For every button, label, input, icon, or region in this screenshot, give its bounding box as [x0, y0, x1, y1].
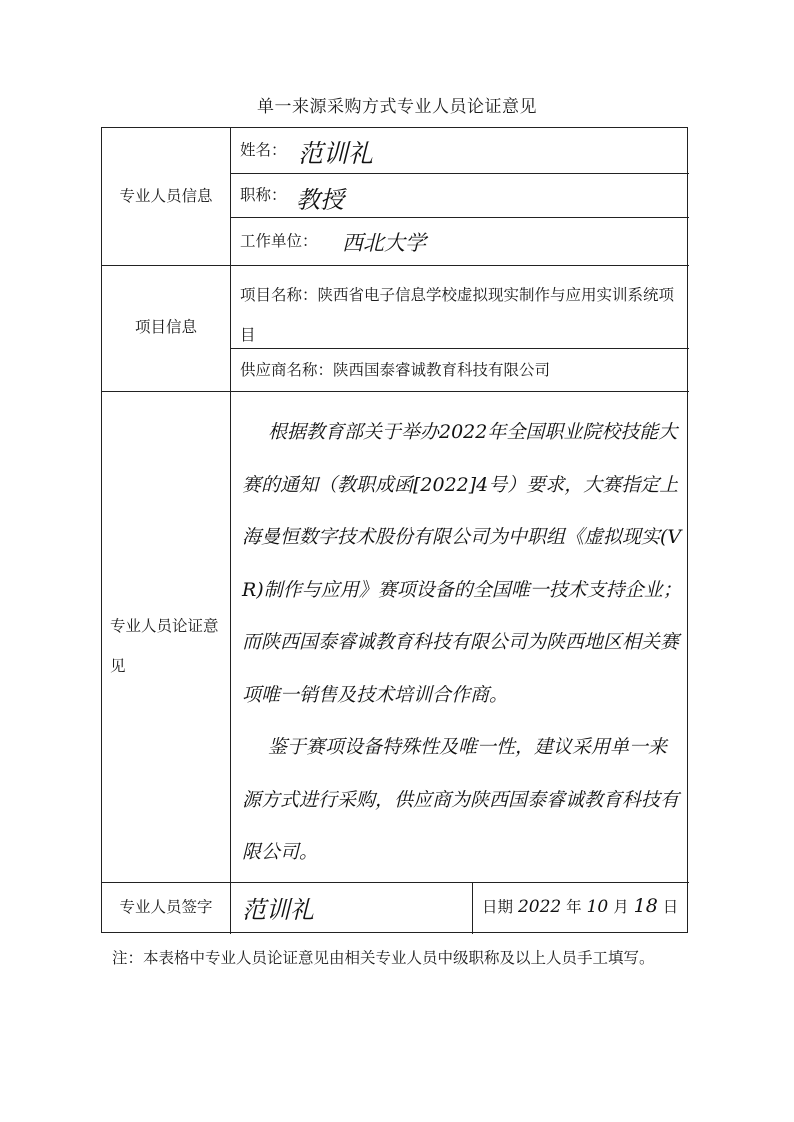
date-label: 日期 — [482, 898, 514, 916]
opinion-label: 专业人员论证意见 — [110, 617, 219, 675]
supplier-label: 供应商名称： — [240, 361, 334, 379]
project-name — [240, 275, 680, 355]
divider — [102, 265, 689, 266]
project-name-label: 项目名称： — [240, 286, 318, 304]
document-title: 单一来源采购方式专业人员论证意见 — [257, 97, 537, 117]
title-handwritten: 教授 — [296, 186, 344, 214]
expert-info-label: 专业人员信息 — [119, 187, 213, 205]
opinion-handwritten — [242, 406, 682, 879]
date-year-unit: 年 — [566, 898, 582, 916]
signature-handwritten: 范训礼 — [242, 896, 314, 924]
name-handwritten: 范训礼 — [298, 139, 374, 168]
argument-form-table — [101, 127, 688, 933]
date-year: 2022 — [517, 897, 562, 917]
divider — [102, 391, 689, 392]
divider — [472, 882, 473, 934]
opinion-paragraph-1: 根据教育部关于举办2022年全国职业院校技能大赛的通知（教职成函[2022]4号）要求，大赛指定上海曼恒数字技术股份有限公司为中职组《虚拟现实(VR)制作与应用》赛项设备的全国唯一技术支持企业；而陕西国泰睿诚教育科技有限公司为陕西地区相关赛项唯一销售及技术培训合作商。 — [242, 421, 682, 706]
employer-label: 工作单位： — [240, 232, 318, 250]
title-label: 职称： — [240, 186, 287, 204]
supplier-value: 陕西国泰睿诚教育科技有限公司 — [333, 361, 551, 379]
opinion-paragraph-2: 鉴于赛项设备特殊性及唯一性，建议采用单一来源方式进行采购，供应商为陕西国泰睿诚教育科技有限公司。 — [242, 736, 680, 863]
date-day: 18 — [633, 895, 658, 917]
name-label: 姓名： — [240, 141, 287, 159]
divider — [230, 217, 689, 218]
date-field — [482, 895, 678, 918]
divider — [230, 128, 231, 934]
project-info-label: 项目信息 — [134, 318, 197, 336]
date-day-unit: 日 — [662, 898, 679, 916]
divider — [230, 173, 689, 174]
supplier-name — [240, 359, 550, 381]
date-month: 10 — [586, 897, 609, 917]
employer-handwritten: 西北大学 — [342, 231, 426, 255]
signature-label: 专业人员签字 — [119, 898, 213, 916]
footnote: 注：本表格中专业人员论证意见由相关专业人员中级职称及以上人员手工填写。 — [112, 949, 655, 967]
divider — [102, 882, 689, 883]
date-month-unit: 月 — [613, 898, 629, 916]
project-name-value: 陕西省电子信息学校虚拟现实制作与应用实训系统项目 — [240, 286, 675, 344]
